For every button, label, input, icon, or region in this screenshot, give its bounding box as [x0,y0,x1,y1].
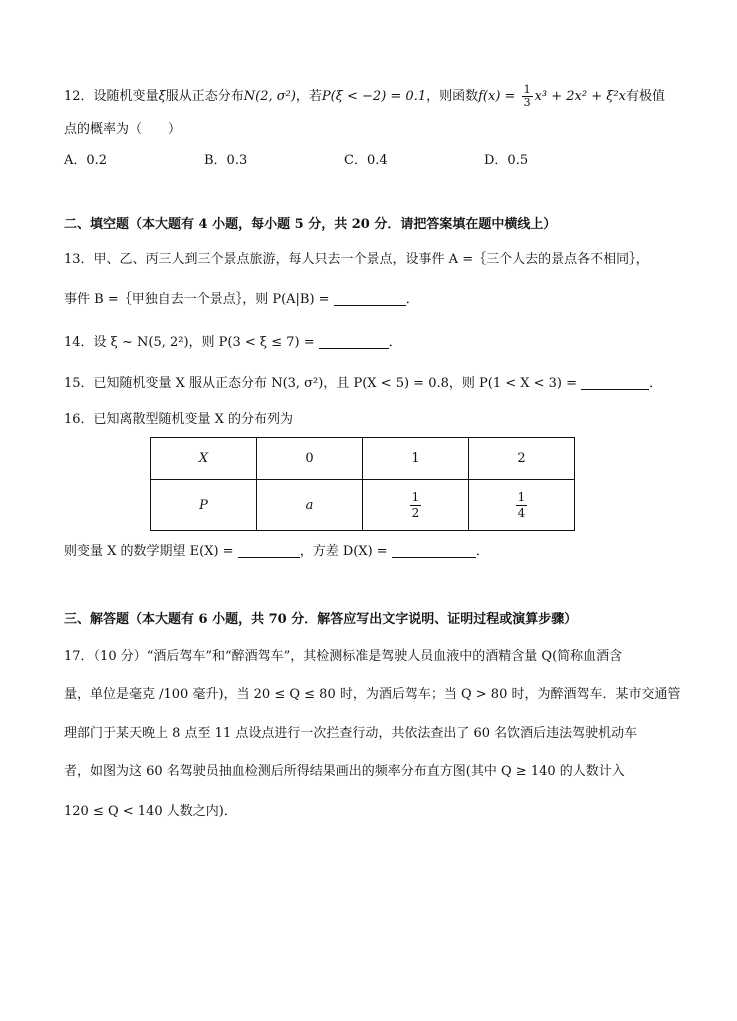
q12-number: 12． [64,89,94,104]
table-cell [363,480,469,531]
q14-end: ． [388,335,402,350]
table-cell: 0 [257,438,363,480]
q17-line3: 理部门于某天晚上 8 点至 11 点设点进行一次拦查行动，共依法查出了 60 名饮酒后违法驾驶机动车 [64,726,638,741]
q13-text: 事件 B =｛甲独自去一个景点｝，则 P(A|B) = [64,292,330,307]
q12-option-c[interactable]: C．0.4 [344,153,388,168]
q12-frac-num: 1 [523,83,531,96]
q13-answer-blank[interactable] [334,292,406,306]
q13-line1: 13．甲、乙、丙三人到三个景点旅游，每人只去一个景点，设事件 A =｛三个人去的景点各不相同｝， [64,252,649,267]
table-row [151,480,575,531]
q15-answer-blank[interactable] [581,376,649,390]
q14-answer-blank[interactable] [319,335,389,349]
q12-options [64,152,664,170]
q12-func-lhs: f(x) = [478,89,516,104]
q12-xi: ξ [158,89,166,104]
q12-option-a[interactable]: A．0.2 [64,153,108,168]
q12-line2: 点的概率为（ ） [64,122,182,137]
q12-text-a: 设随机变量 [93,89,159,104]
q12-option-d[interactable]: D．0.5 [484,153,529,168]
table-cell: X [151,438,257,480]
frac-num: 1 [517,489,526,504]
q17-line4: 者，如图为这 60 名驾驶员抽血检测后所得结果画出的频率分布直方图(其中 Q ≥ 140 的人数计入 [64,764,625,779]
frac-num: 1 [411,489,420,504]
q12-fraction [522,84,533,109]
q16-variance-blank[interactable] [392,544,476,558]
section2-heading: 二、填空题（本大题有 4 小题，每小题 5 分，共 20 分．请把答案填在题中横线上） [64,217,557,232]
q17-line1: 17．（10 分）“酒后驾车”和“醉酒驾车”，其检测标准是驾驶人员血液中的酒精含量 Q(简称血酒含 [64,649,623,664]
frac-den: 4 [517,505,526,520]
q13-end: ． [405,292,419,307]
q12-comma: ，若 [295,89,322,104]
q12-option-b[interactable]: B．0.3 [204,153,248,168]
q14-line [64,334,402,352]
q17-line5: 120 ≤ Q < 140 人数之内)． [64,804,237,819]
q13-line2 [64,291,419,309]
distribution-table [150,437,575,531]
q16-end: ． [475,544,489,559]
table-cell [469,480,575,531]
q16-line: 16．已知离散型随机变量 X 的分布列为 [64,412,294,427]
q12-line1 [64,84,665,109]
q14-text: 14．设 ξ ~ N(5, 2²)，则 P(3 < ξ ≤ 7) = [64,335,315,350]
q17-line2: 量，单位是毫克 /100 毫升)，当 20 ≤ Q ≤ 80 时，为酒后驾车；当 Q > 80 时，为醉酒驾车．某市交通管 [64,687,681,702]
table-cell: 2 [469,438,575,480]
fraction-quarter [516,490,528,521]
q12-prob: P(ξ < −2) = 0.1 [321,89,427,104]
q15-text: 15．已知随机变量 X 服从正态分布 N(3, σ²)，且 P(X < 5) = 0.8，则 P(1 < X < 3) = [64,376,578,391]
table-cell: a [257,480,363,531]
frac-den: 2 [411,505,420,520]
q12-text-b: 服从正态分布 [165,89,244,104]
table-cell: 1 [363,438,469,480]
table-cell: P [151,480,257,531]
q15-line [64,375,662,393]
q12-text-c: ，则函数 [426,89,479,104]
q12-frac-den: 3 [523,96,531,109]
q16-answer-line [64,543,489,561]
section3-heading: 三、解答题（本大题有 6 小题，共 70 分．解答应写出文字说明、证明过程或演算步骤） [64,612,578,627]
q16-variance-text: ，方差 D(X) = [299,544,388,559]
q12-func-rhs: x³ + 2x² + ξ²x [534,89,626,104]
q16-expectation-blank[interactable] [238,544,300,558]
q15-end: ． [649,376,663,391]
table-row [151,438,575,480]
q16-expectation-text: 则变量 X 的数学期望 E(X) = [64,544,234,559]
q12-text-d: 有极值 [625,89,665,104]
q12-normal: N(2, σ²) [243,89,296,104]
fraction-half [410,490,422,521]
